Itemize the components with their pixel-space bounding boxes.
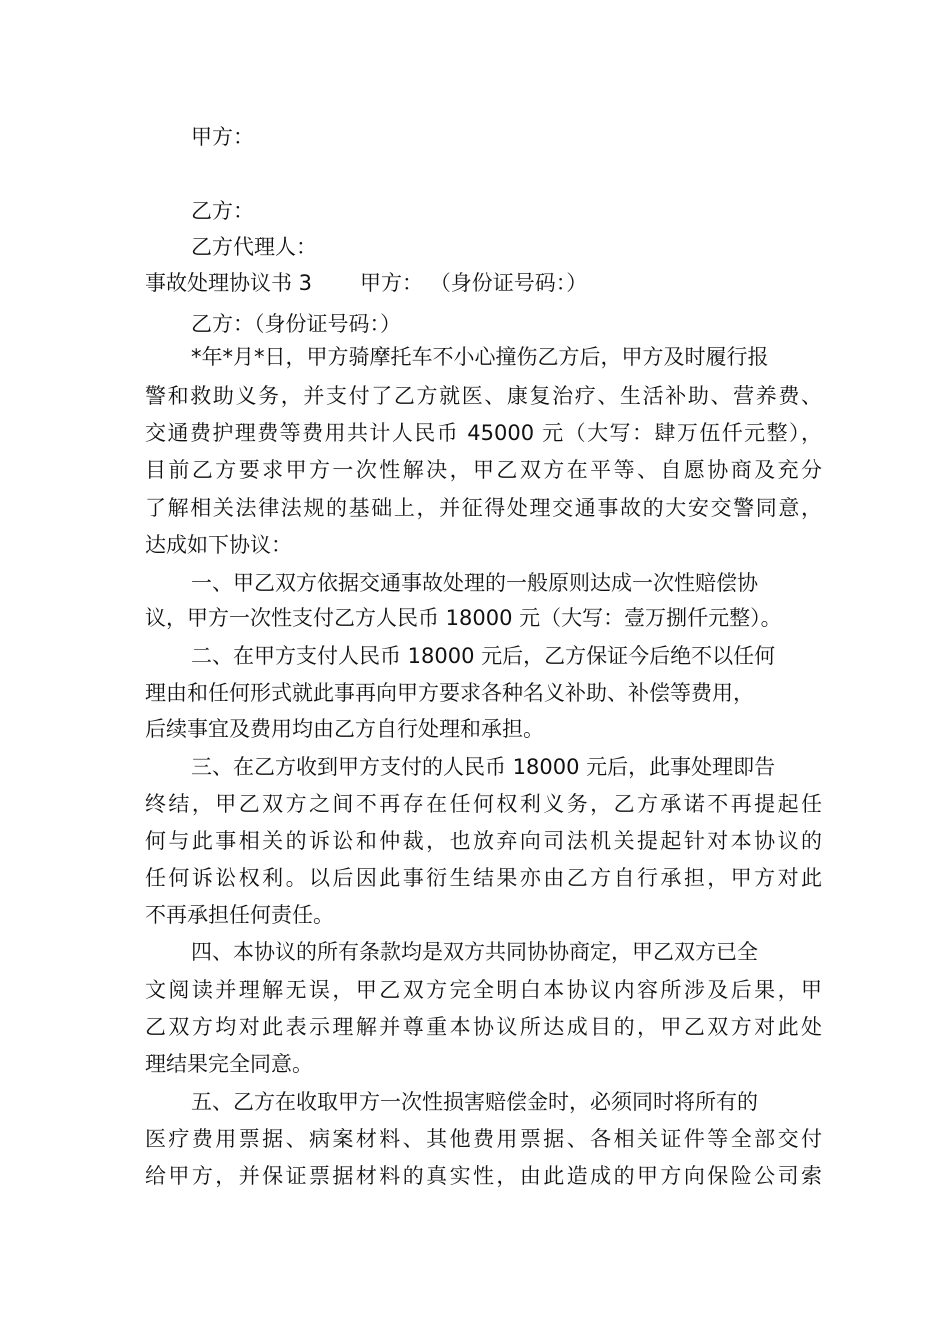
body-line: 警和救助义务，并支付了乙方就医、康复治疗、生活补助、营养费、 [145,384,822,408]
body-line: 达成如下协议： [145,533,292,557]
body-line: 一、甲乙双方依据交通事故处理的一般原则达成一次性赔偿协 [191,571,758,595]
body-line: *年*月*日，甲方骑摩托车不小心撞伤乙方后，甲方及时履行报 [191,345,769,369]
doc-title: 事故处理协议书 3 [145,271,313,295]
party-a-label: 甲方： [191,125,254,149]
body-line: 后续事宜及费用均由乙方自行处理和承担。 [145,717,544,741]
body-line: 五、乙方在收取甲方一次性损害赔偿金时，必须同时将所有的 [191,1090,758,1114]
party-b-id-line: 乙方：（身份证号码：） [191,312,401,336]
body-line: 任何诉讼权利。以后因此事衍生结果亦由乙方自行承担，甲方对此 [145,866,822,890]
body-line: 二、在甲方支付人民币 18000 元后，乙方保证今后绝不以任何 [191,644,776,668]
title-party-a: 甲方： （身份证号码：） [360,271,588,295]
body-line: 三、在乙方收到甲方支付的人民币 18000 元后，此事处理即告 [191,755,776,779]
body-line: 理由和任何形式就此事再向甲方要求各种名义补助、补偿等费用， [145,681,754,705]
body-line: 了解相关法律法规的基础上，并征得处理交通事故的大安交警同意， [145,496,822,520]
body-line: 给甲方，并保证票据材料的真实性，由此造成的甲方向保险公司索 [145,1164,822,1188]
body-line: 理结果完全同意。 [145,1052,313,1076]
party-b-agent-label: 乙方代理人： [191,235,317,259]
body-line: 议，甲方一次性支付乙方人民币 18000 元（大写：壹万捌仟元整）。 [145,606,782,630]
body-line: 目前乙方要求甲方一次性解决，甲乙双方在平等、自愿协商及充分 [145,458,822,482]
body-line: 医疗费用票据、病案材料、其他费用票据、各相关证件等全部交付 [145,1127,822,1151]
body-line: 四、本协议的所有条款均是双方共同协协商定，甲乙双方已全 [191,940,758,964]
body-line: 何与此事相关的诉讼和仲裁，也放弃向司法机关提起针对本协议的 [145,829,822,853]
body-line: 交通费护理费等费用共计人民币 45000 元（大写：肆万伍仟元整）， [145,421,822,445]
body-line: 乙双方均对此表示理解并尊重本协议所达成目的，甲乙双方对此处 [145,1015,822,1039]
party-b-label: 乙方： [191,199,254,223]
body-line: 不再承担任何责任。 [145,903,334,927]
body-line: 终结，甲乙双方之间不再存在任何权利义务，乙方承诺不再提起任 [145,792,822,816]
body-line: 文阅读并理解无误，甲乙双方完全明白本协议内容所涉及后果，甲 [145,978,822,1002]
title-row [145,268,825,298]
